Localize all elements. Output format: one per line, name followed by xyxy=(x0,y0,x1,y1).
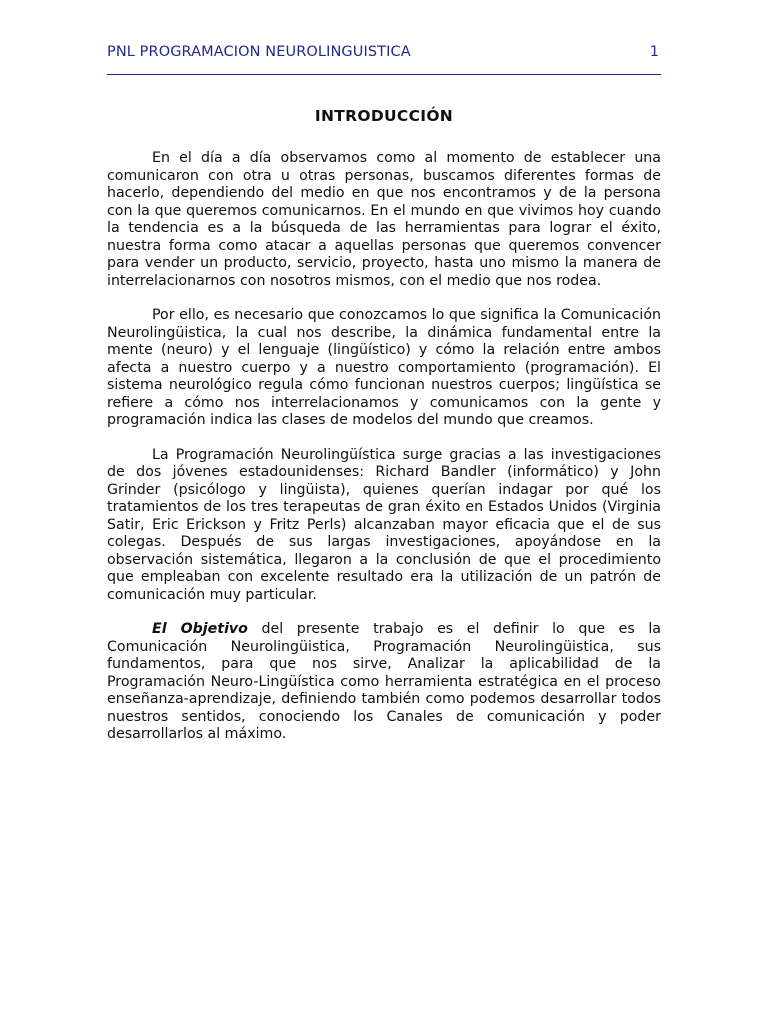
paragraph-3: La Programación Neurolingüística surge gracias a las investigaciones de dos jóvenes estadounidenses: Richard Bandler (informático) y John Grinder (psicólogo y lingüista), quienes querían indagar por qué los tratamientos de los tres terapeutas de gran éxito en Estados Unidos (Virginia Satir, Eric Erickson y Fritz Perls) alcanzaban mayor eficacia que el de sus colegas. Después de sus largas investigaciones, apoyándose en la observación sistemática, llegaron a la conclusión de que el procedimiento que empleaban con excelente resultado era la utilización de un patrón de comunicación muy particular. xyxy=(107,446,661,603)
paragraph-1: En el día a día observamos como al momento de establecer una comunicaron con otra u otras personas, buscamos diferentes formas de hacerlo, dependiendo del medio en que nos encontramos y de la persona con la que queremos comunicarnos. En el mundo en que vivimos hoy cuando la tendencia es a la búsqueda de las herramientas para lograr el éxito, nuestra forma como atacar a aquellas personas que queremos convencer para vender un producto, servicio, proyecto, hasta uno mismo la manera de interrelacionarnos con nosotros mismos, con el medio que nos rodea. xyxy=(107,150,661,289)
objective-text: del presente trabajo es el definir lo que es la Comunicación Neurolingüistica, Programación Neurolingüistica, sus fundamentos, para que nos sirve, Analizar la aplicabilidad de la Programación Neuro-Lingüística como herramienta estratégica en el proceso enseñanza-aprendizaje, definiendo también como podemos desarrollar todos nuestros sentidos, conociendo los Canales de comunicación y poder desarrollarlos al máximo. xyxy=(107,621,661,742)
paragraph-2: Por ello, es necesario que conozcamos lo que significa la Comunicación Neurolingüistica, la cual nos describe, la dinámica fundamental entre la mente (neuro) y el lenguaje (lingüístico) y cómo la relación entre ambos afecta a nuestro cuerpo y a nuestro comportamiento (programación). El sistema neurológico regula cómo funcionan nuestros cuerpos; lingüística se refiere a cómo nos interrelacionamos y comunicamos con la gente y programación indica las clases de modelos del mundo que creamos. xyxy=(107,307,661,428)
objective-emphasis: El Objetivo xyxy=(152,621,248,637)
header-title: PNL PROGRAMACION NEUROLINGUISTICA xyxy=(107,44,411,60)
page-header xyxy=(107,44,661,75)
paragraph-4 xyxy=(107,621,661,744)
page-number: 1 xyxy=(649,44,659,60)
document-body xyxy=(107,150,661,744)
document-title: INTRODUCCIÓN xyxy=(314,107,454,125)
